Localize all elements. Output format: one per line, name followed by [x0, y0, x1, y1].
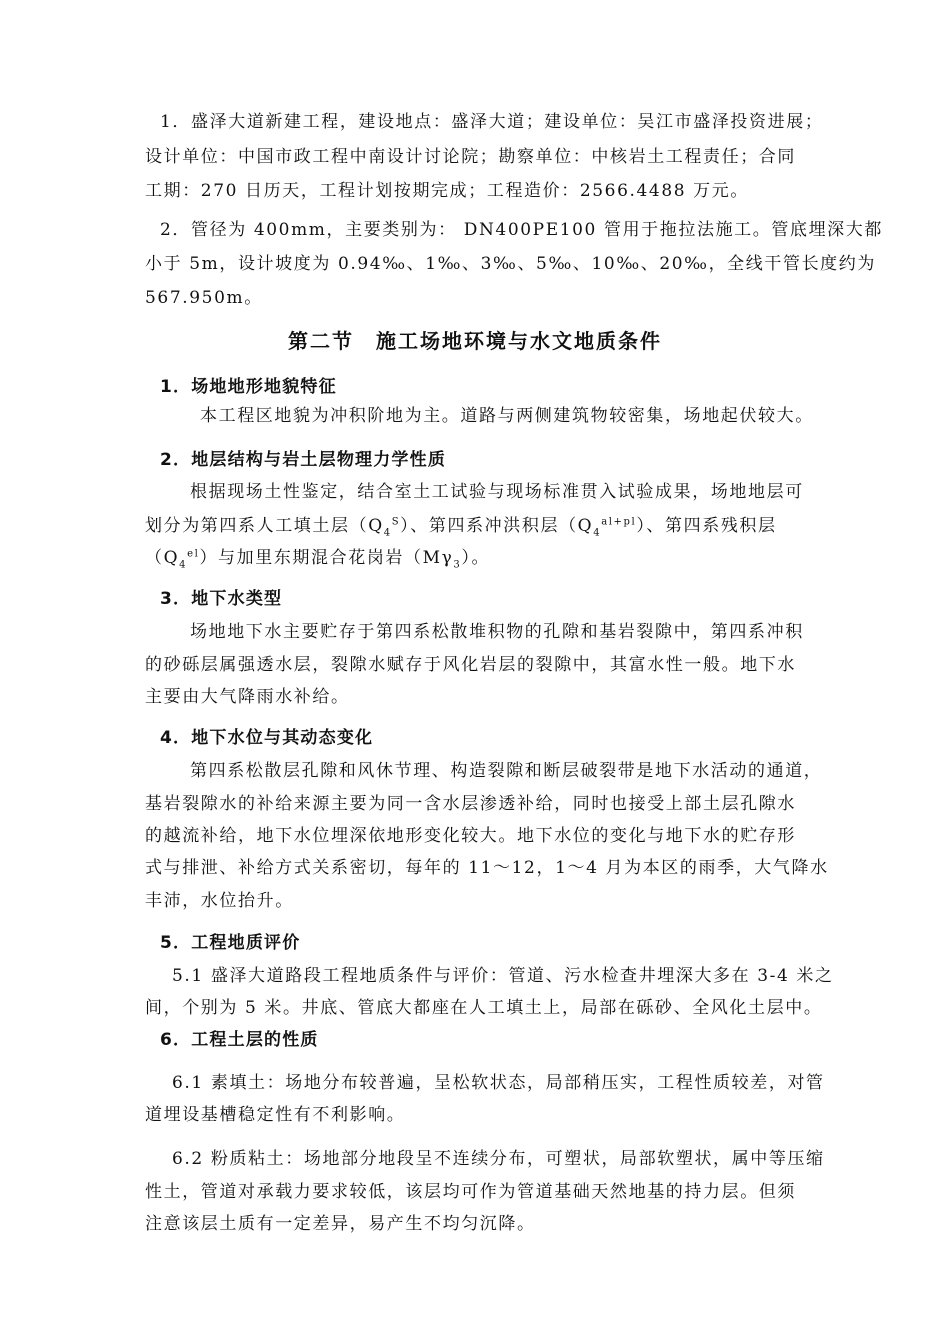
groundwater-level-line-5: 丰沛，水位抬升。	[145, 891, 294, 911]
paragraph-2-line-1: 2．管径为 400mm，主要类别为： DN400PE100 管用于拖拉法施工。管底埋深大都	[160, 220, 883, 240]
geology-evaluation-line-1: 5.1 盛泽大道路段工程地质条件与评价：管道、污水检查井埋深大多在 3-4 米之	[172, 966, 834, 986]
strata-text-line-3: $(Q_4^{el})$与加里东期混合花岗岩$(M\gamma_3)$。	[145, 548, 491, 571]
soil-fill-line-1: 6.1 素填土：场地分布较普遍，呈松软状态，局部稍压实，工程性质较差，对管	[172, 1073, 825, 1093]
soil-clay-line-2: 性土，管道对承载力要求较低，该层均可作为管道基础天然地基的持力层。但须	[145, 1182, 796, 1202]
paragraph-1-line-3: 工期：270 日历天，工程计划按期完成；工程造价：2566.4488 万元。	[145, 181, 749, 201]
groundwater-level-line-4: 式与排泄、补给方式关系密切，每年的 11～12，1～4 月为本区的雨季，大气降水	[145, 858, 829, 878]
geology-evaluation-line-2: 间，个别为 5 米。井底、管底大都座在人工填土上，局部在砾砂、全风化土层中。	[145, 998, 823, 1018]
heading-terrain: 1．场地地形地貌特征	[160, 377, 337, 397]
strata-text-line-1: 根据现场土性鉴定，结合室土工试验与现场标准贯入试验成果，场地地层可	[190, 482, 804, 502]
section-title: 第二节 施工场地环境与水文地质条件	[288, 329, 662, 353]
heading-groundwater-type: 3．地下水类型	[160, 589, 283, 609]
groundwater-level-line-1: 第四系松散层孔隙和风休节理、构造裂隙和断层破裂带是地下水活动的通道，	[190, 761, 823, 781]
groundwater-type-line-3: 主要由大气降雨水补给。	[145, 687, 350, 707]
paragraph-2-line-2: 小于 5m，设计坡度为 0.94‰、1‰、3‰、5‰、10‰、20‰，全线干管长度约为	[145, 254, 876, 274]
soil-fill-line-2: 道埋设基槽稳定性有不利影响。	[145, 1105, 406, 1125]
soil-clay-line-3: 注意该层土质有一定差异，易产生不均匀沉降。	[145, 1214, 536, 1234]
paragraph-2-line-3: 567.950m。	[145, 288, 263, 308]
heading-soil-properties: 6．工程土层的性质	[160, 1030, 319, 1050]
terrain-text-line-1: 本工程区地貌为冲积阶地为主。道路与两侧建筑物较密集，场地起伏较大。	[200, 406, 814, 426]
heading-geology-evaluation: 5．工程地质评价	[160, 933, 301, 953]
soil-clay-line-1: 6.2 粉质粘土：场地部分地段呈不连续分布，可塑状，局部软塑状，属中等压缩	[172, 1149, 825, 1169]
paragraph-1-line-2: 设计单位：中国市政工程中南设计讨论院；勘察单位：中核岩土工程责任；合同	[145, 147, 796, 167]
heading-groundwater-level: 4．地下水位与其动态变化	[160, 728, 374, 748]
groundwater-type-line-2: 的砂砾层属强透水层，裂隙水赋存于风化岩层的裂隙中，其富水性一般。地下水	[145, 655, 796, 675]
heading-strata: 2．地层结构与岩土层物理力学性质	[160, 450, 447, 470]
paragraph-1-line-1: 1．盛泽大道新建工程，建设地点：盛泽大道；建设单位：吴江市盛泽投资进展；	[160, 112, 824, 132]
groundwater-type-line-1: 场地地下水主要贮存于第四系松散堆积物的孔隙和基岩裂隙中，第四系冲积	[190, 622, 804, 642]
groundwater-level-line-2: 基岩裂隙水的补给来源主要为同一含水层渗透补给，同时也接受上部土层孔隙水	[145, 794, 796, 814]
strata-text-line-2: 划分为第四系人工填土层$(Q_4^S)$、第四系冲洪积层$(Q_4^{al+pl})$、第四系残积层	[145, 516, 777, 539]
groundwater-level-line-3: 的越流补给，地下水位埋深依地形变化较大。地下水位的变化与地下水的贮存形	[145, 826, 796, 846]
